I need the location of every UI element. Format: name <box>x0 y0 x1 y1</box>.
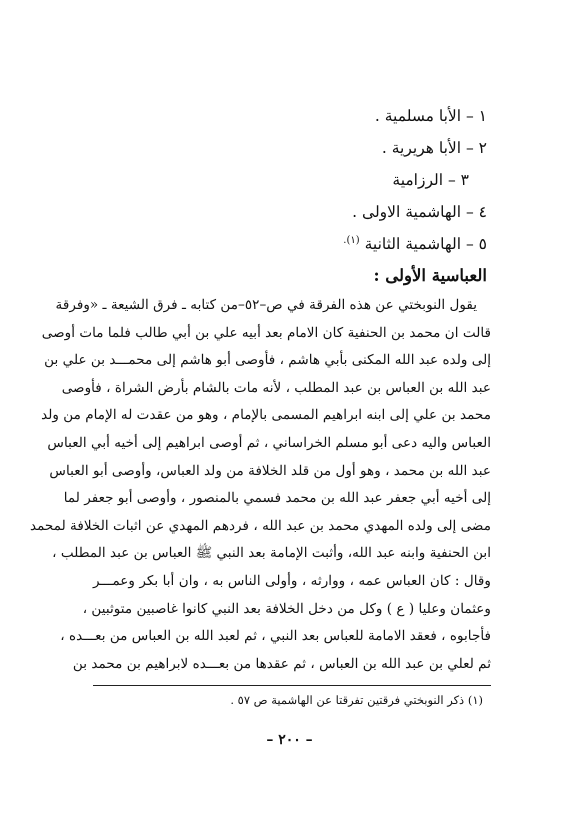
list-item: ٣ – الرزامية <box>392 171 469 189</box>
list-item: ٢ – الأبا هريرية . <box>381 139 487 157</box>
footnote-divider <box>93 685 491 686</box>
text-line: فأجابوه ، فعقد الامامة للعباس بعد النبي ، ثم لعبد الله بن العباس من بعـــده ، <box>60 628 491 645</box>
text-line: مضى إلى ولده المهدي محمد بن عبد الله ، فردهم المهدي عن اثبات الخلافة لمحمد <box>29 517 491 534</box>
text-line: عبد الله بن العباس بن عبد المطلب ، لأنه مات بالشام بأرض الشراة ، فأوصى <box>61 379 491 396</box>
text-line: العباس واليه دعى أبو مسلم الخراساني ، ثم أوصى ابراهيم إلى أخيه أبي العباس <box>47 434 491 451</box>
text-line: إلى أخيه أبي جعفر عبد الله بن محمد فسمي بالمنصور ، وأوصى أبو جعفر لما <box>63 490 491 507</box>
sect-list <box>187 100 487 260</box>
list-item: ١ – الأبا مسلمية . <box>374 107 487 125</box>
text-line: محمد بن علي إلى ابنه ابراهيم المسمى بالإمام ، وهو من عقدت له الإمام من ولد <box>41 407 491 424</box>
text-line: إلى ولده عبد الله المكنى بأبي هاشم ، فأوصى أبو هاشم إلى محمـــد بن علي بن <box>44 352 491 369</box>
footnote: (١) ذكر النوبختي فرقتين تفرقتا عن الهاشمية ص ٥٧ . <box>230 693 483 707</box>
footnote-reference: (١). <box>343 234 360 246</box>
text-line: يقول النوبختي عن هذه الفرقة في ص–٥٢–من كتابه ـ فرق الشيعة ـ «وفرقة <box>55 297 477 313</box>
section-heading: العباسية الأولى : <box>373 266 487 285</box>
text-line: قالت ان محمد بن الحنفية كان الامام بعد أبيه علي بن أبي طالب فلما مات أوصى <box>41 324 491 341</box>
page-number: – ٢٠٠ – <box>266 732 313 748</box>
text-line: وعثمان وعليا ( ع ) وكل من دخل الخلافة بعد النبي كانوا غاصبين متوثبين ، <box>82 600 491 617</box>
list-item-with-footnote <box>187 228 487 260</box>
text-line: عبد الله بن محمد ، وهو أول من قلد الخلافة من ولد العباس، وأوصى أبو العباس <box>49 462 491 479</box>
text-line: وقال : كان العباس عمه ، ووارثه ، وأولى الناس به ، وان أبا بكر وعمـــر <box>93 572 491 589</box>
list-item: ٤ – الهاشمية الاولى . <box>352 203 487 221</box>
list-item-text: ٥ – الهاشمية الثانية <box>364 235 487 253</box>
body-paragraph <box>29 292 491 678</box>
text-line: ثم لعلي بن عبد الله بن العباس ، ثم عقدها من بعـــده لابراهيم بن محمد بن <box>72 655 491 672</box>
text-line: ابن الحنفية وابنه عبد الله، وأثبت الإمامة بعد النبي ﷺ العباس بن عبد المطلب ، <box>52 545 491 562</box>
